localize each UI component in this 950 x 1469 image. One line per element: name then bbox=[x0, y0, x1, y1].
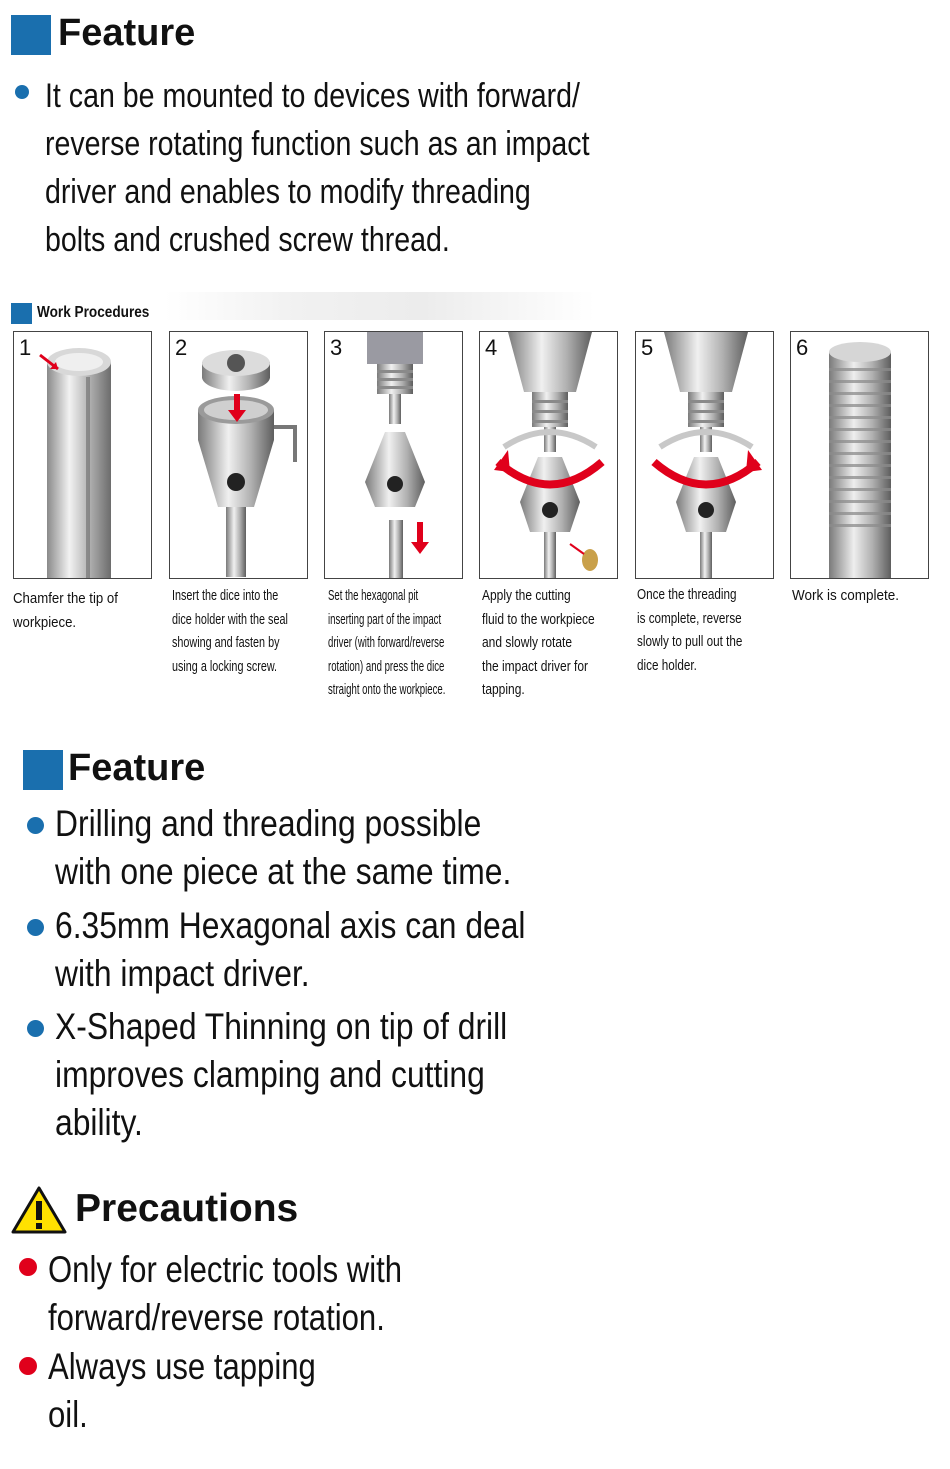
caption-line: Apply the cutting bbox=[482, 587, 571, 604]
feature-heading: Feature bbox=[58, 12, 196, 54]
caption-line: fluid to the workpiece bbox=[482, 610, 595, 628]
step-1-panel bbox=[13, 331, 152, 579]
caption-line: the impact driver for bbox=[482, 657, 589, 675]
step-5-panel bbox=[635, 331, 774, 579]
feature-line: reverse rotating function such as an impact bbox=[45, 125, 590, 163]
bullet-line: with impact driver. bbox=[55, 953, 310, 994]
feature-description bbox=[45, 72, 590, 264]
faded-banner bbox=[165, 292, 595, 320]
feature-heading: Feature bbox=[68, 747, 206, 789]
procedures-marker-icon bbox=[11, 303, 32, 324]
caption-line: and slowly rotate bbox=[482, 634, 573, 651]
precautions-heading: Precautions bbox=[75, 1187, 299, 1230]
feature-bullet-3 bbox=[55, 1003, 507, 1147]
driver-and-holder-illustration bbox=[325, 332, 462, 578]
step-number: 5 bbox=[641, 335, 654, 360]
caption-line: slowly to pull out the bbox=[637, 633, 743, 650]
step-3-caption bbox=[328, 584, 445, 702]
tapping-rotation-illustration bbox=[480, 332, 617, 578]
bullet-line: with one piece at the same time. bbox=[55, 851, 512, 892]
feature-bullet-2 bbox=[55, 902, 526, 998]
feature-line: driver and enables to modify threading bbox=[45, 173, 531, 211]
caption-line: Chamfer the tip of bbox=[13, 590, 118, 607]
bullet-line: oil. bbox=[48, 1394, 88, 1435]
bullet-line: X-Shaped Thinning on tip of drill bbox=[55, 1006, 508, 1047]
bullet-line: Drilling and threading possible bbox=[55, 803, 482, 844]
caption-line: rotation) and press the dice bbox=[328, 657, 445, 675]
section-marker-icon bbox=[23, 750, 63, 790]
bullet-line: ability. bbox=[55, 1102, 143, 1143]
caption-line: Set the hexagonal pit bbox=[328, 587, 419, 604]
reverse-rotation-illustration bbox=[636, 332, 773, 578]
step-number: 6 bbox=[796, 335, 809, 360]
bullet-icon bbox=[27, 1020, 44, 1037]
step-number: 2 bbox=[175, 335, 188, 360]
caption-line: using a locking screw. bbox=[172, 657, 278, 675]
step-4-caption bbox=[482, 584, 595, 702]
section-marker-icon bbox=[11, 15, 51, 55]
step-2-caption bbox=[172, 584, 288, 678]
warning-icon bbox=[10, 1185, 68, 1235]
caption-line: dice holder with the seal bbox=[172, 610, 288, 628]
step-6-panel bbox=[790, 331, 929, 579]
step-3-panel bbox=[324, 331, 463, 579]
dice-holder-illustration bbox=[170, 332, 307, 578]
bullet-line: 6.35mm Hexagonal axis can deal bbox=[55, 905, 526, 946]
step-1-caption bbox=[13, 587, 118, 634]
caption-line: straight onto the workpiece. bbox=[328, 681, 446, 698]
bullet-line: Always use tapping bbox=[48, 1346, 316, 1387]
bullet-line: Only for electric tools with bbox=[48, 1249, 403, 1290]
caption-line: is complete, reverse bbox=[637, 609, 742, 627]
step-number: 4 bbox=[485, 335, 498, 360]
feature-line: bolts and crushed screw thread. bbox=[45, 221, 450, 259]
caption-line: driver (with forward/reverse bbox=[328, 634, 445, 651]
feature-bullet-1 bbox=[55, 800, 511, 896]
procedures-heading: Work Procedures bbox=[37, 304, 150, 321]
caption-line: showing and fasten by bbox=[172, 634, 280, 651]
bullet-icon bbox=[19, 1357, 37, 1375]
caption-line: inserting part of the impact bbox=[328, 610, 442, 628]
step-2-panel bbox=[169, 331, 308, 579]
precaution-bullet-2 bbox=[48, 1343, 316, 1439]
caption-line: workpiece. bbox=[13, 613, 77, 631]
threaded-bolt-illustration bbox=[791, 332, 928, 578]
bullet-icon bbox=[15, 85, 29, 99]
caption-line: tapping. bbox=[482, 681, 525, 698]
caption-line: Work is complete. bbox=[792, 587, 900, 604]
bullet-icon bbox=[27, 817, 44, 834]
step-6-caption bbox=[792, 584, 899, 608]
bullet-line: improves clamping and cutting bbox=[55, 1054, 485, 1095]
step-number: 3 bbox=[330, 335, 343, 360]
caption-line: Once the threading bbox=[637, 586, 737, 603]
caption-line: Insert the dice into the bbox=[172, 587, 279, 604]
step-5-caption bbox=[637, 583, 742, 677]
step-number: 1 bbox=[19, 335, 32, 360]
bullet-line: forward/reverse rotation. bbox=[48, 1297, 385, 1338]
feature-line: It can be mounted to devices with forward/ bbox=[45, 77, 580, 115]
bullet-icon bbox=[27, 919, 44, 936]
precaution-bullet-1 bbox=[48, 1246, 402, 1342]
workpiece-rod-illustration bbox=[14, 332, 151, 578]
step-4-panel bbox=[479, 331, 618, 579]
caption-line: dice holder. bbox=[637, 656, 697, 674]
bullet-icon bbox=[19, 1258, 37, 1276]
